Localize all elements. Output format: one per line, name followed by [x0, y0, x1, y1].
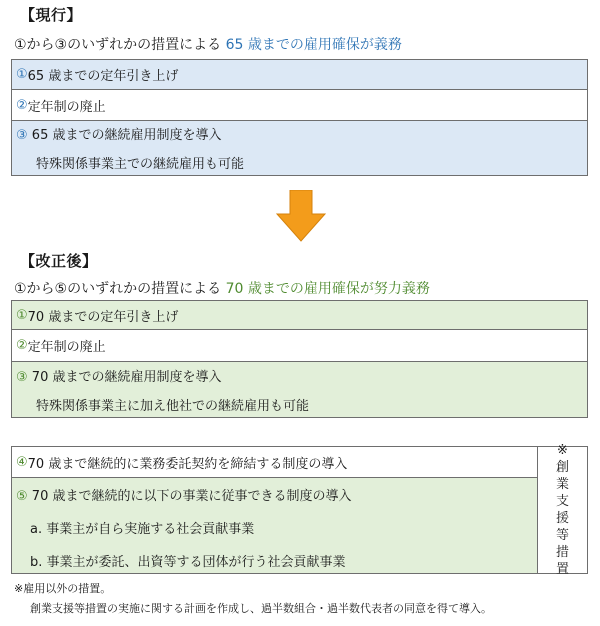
side-label-char: 等: [555, 528, 569, 543]
current-item-3-sub: 特殊関係事業主での継続雇用も可能: [36, 157, 245, 172]
current-item-3-text: 65 歳までの継続雇用制度を導入: [31, 128, 222, 143]
revised-subtitle-prefix: ①から⑤のいずれかの措置による: [14, 281, 222, 297]
current-item-1-num: ①: [16, 67, 28, 82]
revised-subtitle: [14, 278, 430, 298]
side-label-char: 援: [555, 511, 569, 526]
current-item-1-text: 65 歳までの定年引き上げ: [27, 69, 179, 84]
support-item-5-num: ⑤: [16, 489, 28, 504]
support-item-5-text: 70 歳まで継続的に以下の事業に従事できる制度の導入: [31, 489, 352, 504]
revised-item-1-text: 70 歳までの定年引き上げ: [27, 309, 179, 325]
footnote-line-1: ※雇用以外の措置。: [14, 582, 112, 595]
support-sub-b: b. 事業主が委託、出資等する団体が行う社会貢献事業: [30, 555, 346, 570]
side-label-char: 業: [555, 477, 569, 492]
support-side-label: [537, 443, 587, 577]
support-item-4: [12, 447, 537, 477]
current-item-3-num: ③: [16, 128, 28, 143]
support-item-4-text: 70 歳まで継続的に業務委託契約を締結する制度の導入: [27, 456, 348, 472]
side-label-char: 措: [555, 545, 569, 560]
current-subtitle: [14, 34, 402, 54]
revised-item-3-num: ③: [16, 369, 28, 385]
revised-subtitle-highlight: 70 歳までの雇用確保が努力義務: [225, 281, 430, 297]
current-item-2: [12, 89, 587, 120]
revised-item-3-sub: 特殊関係事業主に加え他社での継続雇用も可能: [36, 398, 310, 414]
revised-item-3: [12, 361, 587, 417]
side-label-char: 支: [555, 494, 569, 509]
support-measures-box: [11, 443, 588, 577]
side-label-char: 置: [555, 562, 569, 577]
current-heading: 【現行】: [20, 6, 83, 24]
revised-item-2-text: 定年制の廃止: [27, 340, 106, 355]
support-item-4-num: ④: [16, 454, 28, 470]
revised-item-1-num: ①: [16, 307, 28, 323]
current-subtitle-highlight: 65 歳までの雇用確保が義務: [225, 37, 402, 53]
revised-heading: 【改正後】: [20, 252, 98, 270]
support-sub-a: a. 事業主が自ら実施する社会貢献事業: [30, 522, 255, 537]
current-item-3: [12, 120, 587, 175]
current-item-2-text: 定年制の廃止: [27, 99, 106, 115]
revised-item-3-text: 70 歳までの継続雇用制度を導入: [31, 369, 222, 385]
down-arrow-icon: [276, 190, 326, 242]
revised-item-1: [12, 301, 587, 329]
support-item-5: [12, 477, 537, 573]
footnote-line-2: 創業支援等措置の実施に関する計画を作成し、過半数組合・過半数代表者の同意を得て導入。: [30, 602, 492, 615]
current-item-2-num: ②: [16, 97, 28, 113]
revised-measures-box: [11, 300, 588, 418]
side-label-char: ※: [557, 443, 568, 458]
current-item-1: [12, 60, 587, 89]
current-measures-box: [11, 59, 588, 176]
current-subtitle-prefix: ①から③のいずれかの措置による: [14, 37, 222, 53]
side-label-char: 創: [555, 460, 569, 475]
revised-item-2: [12, 329, 587, 361]
revised-item-2-num: ②: [16, 338, 28, 353]
